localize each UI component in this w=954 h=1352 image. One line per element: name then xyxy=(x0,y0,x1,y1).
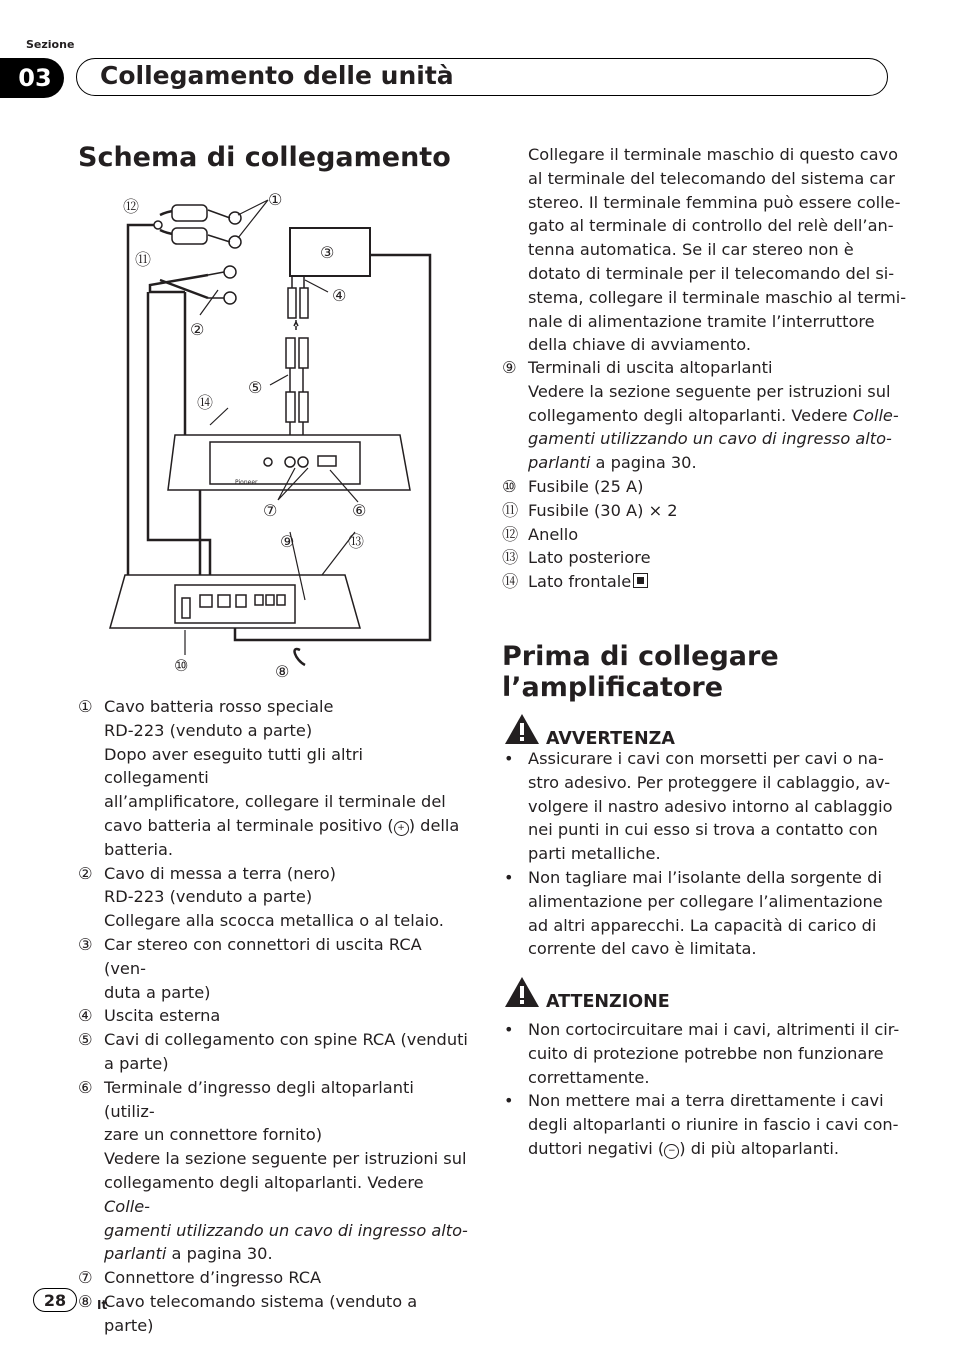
heading-schema: Schema di collegamento xyxy=(78,142,451,173)
page-number: 28 xyxy=(33,1288,77,1312)
list-item: ⑪ Fusibile (30 A) × 2 xyxy=(502,500,678,520)
callout-5: ⑤ xyxy=(248,378,263,397)
callout-1: ① xyxy=(268,190,283,209)
list-item: ⑭ Lato frontale xyxy=(502,570,902,594)
section-number-badge: 03 xyxy=(0,58,64,98)
warning-triangle-icon xyxy=(504,713,540,745)
list-item: ⑧ Cavo telecomando sistema (venduto a parte) xyxy=(78,1291,418,1335)
plus-icon: + xyxy=(394,821,409,836)
legend-list-left xyxy=(78,695,468,1338)
callout-13: ⑬ xyxy=(348,532,365,551)
callout-14: ⑭ xyxy=(197,393,214,412)
list-item: ⑥ Terminale d’ingresso degli altoparlanti (utiliz- zare un connettore fornito) Vedere la sezione seguente per istruzioni sul collegamento degli altoparlanti. Vedere Colle- gamenti utilizzando un cavo di ingresso alto- parlanti a pagina 30. xyxy=(78,1077,468,1264)
list-item: ⑫ Anello xyxy=(502,524,579,544)
language-code: It xyxy=(97,1298,108,1312)
list-item: ② Cavo di messa a terra (nero) RD-223 (venduto a parte) Collegare alla scocca metallica o al telaio. xyxy=(78,863,444,931)
fuse-holders xyxy=(154,205,207,244)
list-item: ⑬ Lato posteriore xyxy=(502,548,651,568)
end-mark-icon xyxy=(633,573,648,588)
list-item: • Assicurare i cavi con morsetti per cavi o na- stro adesivo. Per proteggere il cablaggio, av- volgere il nastro adesivo intorno al cablaggio nei punti in cui esso si trova a contatto con parti metalliche. xyxy=(502,747,902,866)
item-8-continuation: Collegare il terminale maschio di questo cavo al terminale del telecomando del sistema car stereo. Il terminale femmina può essere colle- gato al terminale di controllo del relè dell’an- tenna automatica. Se il car stereo non è dotato di terminale per il telecomando del si- stema, collegare il terminale maschio al termi- nale di alimentazione tramite l’interruttore della chiave di avviamento. xyxy=(528,145,907,355)
caution-list xyxy=(502,1018,902,1161)
battery-terminals xyxy=(208,210,241,304)
callout-8: ⑧ xyxy=(275,662,290,680)
callout-12: ⑫ xyxy=(123,197,140,216)
minus-icon: − xyxy=(664,1144,679,1159)
callout-9: ⑨ xyxy=(280,532,295,551)
warning-list xyxy=(502,747,902,961)
rca-cables xyxy=(286,276,308,452)
section-label: Sezione xyxy=(26,38,75,51)
list-item: ③ Car stereo con connettori di uscita RCA (ven- duta a parte) xyxy=(78,934,422,1002)
list-item: • Non mettere mai a terra direttamente i cavi degli altoparlanti o riunire in fascio i cavi con- duttori negativi ( − ) di più altoparlanti. xyxy=(502,1089,902,1160)
heading-prima: Prima di collegare l’amplificatore xyxy=(502,641,779,703)
callout-7: ⑦ xyxy=(263,501,278,520)
caution-triangle-icon xyxy=(504,976,540,1008)
wiring-diagram xyxy=(100,180,450,680)
svg-text:Pioneer: Pioneer xyxy=(235,479,258,486)
warning-heading: AVVERTENZA xyxy=(504,709,675,749)
caution-heading: ATTENZIONE xyxy=(504,972,670,1012)
list-item: • Non cortocircuitare mai i cavi, altrimenti il cir- cuito di protezione potrebbe non funzionare correttamente. xyxy=(502,1018,902,1089)
list-item: ① Cavo batteria rosso speciale RD-223 (venduto a parte) Dopo aver eseguito tutti gli altri collegamenti all’amplificatore, collegare il terminale del cavo batteria al terminale positivo ( + ) della batteria. xyxy=(78,697,460,859)
callout-6: ⑥ xyxy=(352,501,367,520)
list-item: ⑨ Terminali di uscita altoparlanti Vedere la sezione seguente per istruzioni sul collegamento degli altoparlanti. Vedere Colle- gamenti utilizzando un cavo di ingresso alto- parlanti a pagina 30. xyxy=(502,358,899,473)
list-item: • Non tagliare mai l’isolante della sorgente di alimentazione per collegare l’alimentazione ad altri apparecchi. La capacità di carico di corrente del cavo è limitata. xyxy=(502,866,902,961)
callout-10: ⑩ xyxy=(174,656,189,675)
callout-4: ④ xyxy=(332,286,347,305)
callout-11: ⑪ xyxy=(135,250,152,269)
amplifier-front xyxy=(168,435,410,490)
callout-3: ③ xyxy=(320,243,335,262)
list-item: ⑦ Connettore d’ingresso RCA xyxy=(78,1268,322,1288)
section-title: Collegamento delle unità xyxy=(100,61,454,90)
list-item: ④ Uscita esterna xyxy=(78,1006,221,1026)
amplifier-rear xyxy=(110,575,360,628)
list-item: ⑤ Cavi di collegamento con spine RCA (venduti a parte) xyxy=(78,1030,468,1073)
list-item: ⑩ Fusibile (25 A) xyxy=(502,476,644,496)
callout-2: ② xyxy=(190,320,205,339)
legend-list-right xyxy=(502,356,902,594)
